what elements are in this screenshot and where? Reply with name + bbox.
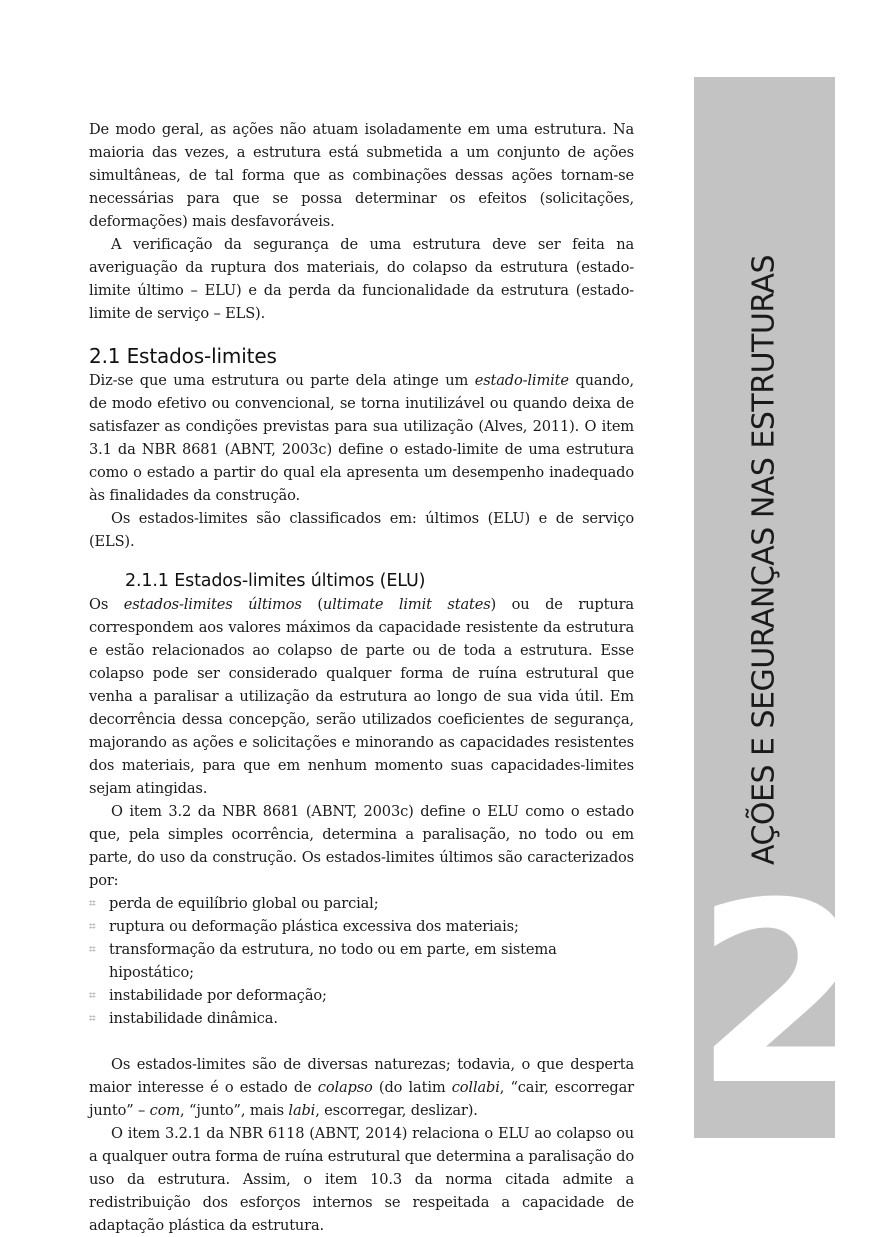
bullet-icon: ⌗ [89,942,96,956]
emphasis-term: collabi [451,1079,500,1096]
list-item: ⌗ ruptura ou deformação plástica excessiva dos materiais; [89,915,634,938]
section-heading-2-1: 2.1 Estados-limites [89,344,277,368]
emphasis-term: colapso [317,1079,373,1096]
list-item: ⌗ perda de equilíbrio global ou parcial; [89,892,634,915]
bullet-icon: ⌗ [89,919,96,933]
emphasis-term: labi [288,1102,316,1119]
list-item: ⌗ instabilidade por deformação; [89,984,634,1007]
section-2-1-1-paragraph-2: O item 3.2 da NBR 8681 (ABNT, 2003c) define o ELU como o estado que, pela simples ocorrência, determina a paralisação, no todo ou em parte, do uso da construção. Os estados-limites últimos são caracterizados por: [89,803,634,889]
emphasis-term: ultimate limit states [322,596,491,613]
bullet-icon: ⌗ [89,988,96,1002]
page-body [89,118,634,1237]
paragraph-gap [89,1030,634,1053]
section-2-1-1-paragraph-3: Os estados-limites são de diversas naturezas; todavia, o que desperta maior interesse é o estado de colapso (do latim collabi, “cair, escorregar junto” – com, “junto”, mais labi, escorregar, deslizar). [89,1056,634,1119]
emphasis-term: estados-limites últimos [123,596,302,613]
section-heading-2-1-1: 2.1.1 Estados-limites últimos (ELU) [125,571,426,591]
section-2-1-1-paragraph-4: O item 3.2.1 da NBR 6118 (ABNT, 2014) relaciona o ELU ao colapso ou a qualquer outra forma de ruína estrutural que determina a paralisação do uso da estrutura. Assim, o item 10.3 da norma citada admite a redistribuição dos esforços internos se respeitada a capacidade de adaptação plástica da estrutura. [89,1125,634,1234]
bullet-icon: ⌗ [89,896,96,910]
emphasis-term: estado-limite [474,372,569,389]
intro-paragraph-2: A verificação da segurança de uma estrutura deve ser feita na averiguação da ruptura dos materiais, do colapso da estrutura (estado-limite último – ELU) e da perda da funcionalidade da estrutura (estado-limite de serviço – ELS). [89,236,634,322]
bullet-icon: ⌗ [89,1011,96,1025]
list-item: ⌗ transformação da estrutura, no todo ou em parte, em sistema hipostático; [89,938,634,984]
emphasis-term: com [149,1102,181,1119]
section-2-1-paragraph-1: Diz-se que uma estrutura ou parte dela atinge um estado-limite quando, de modo efetivo ou convencional, se torna inutilizável ou quando deixa de satisfazer as condições previstas para sua utilização (Alves, 2011). O item 3.1 da NBR 8681 (ABNT, 2003c) define o estado-limite de uma estrutura como o estado a partir do qual ela apresenta um desempenho inadequado às finalidades da construção. [89,372,634,504]
elu-characteristics-list [89,892,634,1030]
list-item: ⌗ instabilidade dinâmica. [89,1007,634,1030]
section-2-1-paragraph-2: Os estados-limites são classificados em: últimos (ELU) e de serviço (ELS). [89,510,634,550]
chapter-title: AÇÕES E SEGURANÇAS NAS ESTRUTURAS [746,254,782,866]
section-2-1-1-paragraph-1: Os estados-limites últimos (ultimate limit states) ou de ruptura correspondem aos valores máximos da capacidade resistente da estrutura e estão relacionados ao colapso de parte ou de toda a estrutura. Esse colapso pode ser considerado qualquer forma de ruína estrutural que venha a paralisar a utilização da estrutura ao longo de sua vida útil. Em decorrência dessa concepção, serão utilizados coeficientes de segurança, majorando as ações e solicitações e minorando as capacidades resistentes dos materiais, para que em nenhum momento suas capacidades-limites sejam atingidas. [89,596,634,797]
intro-paragraph-1: De modo geral, as ações não atuam isoladamente em uma estrutura. Na maioria das vezes, a estrutura está submetida a um conjunto de ações simultâneas, de tal forma que as combinações dessas ações tornam-se necessárias para que se possa determinar os efeitos (solicitações, deformações) mais desfavoráveis. [89,121,634,230]
chapter-number: 2 [694,849,868,1140]
